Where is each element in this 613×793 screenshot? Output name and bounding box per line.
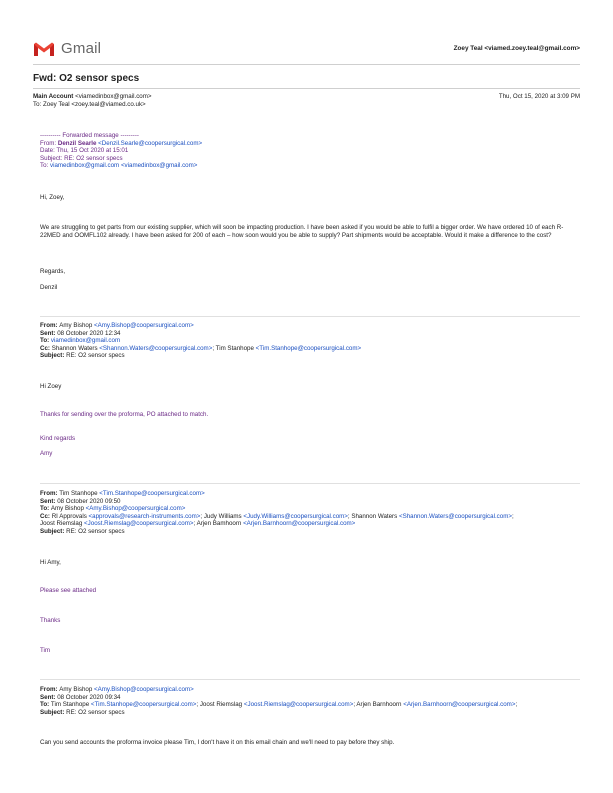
- quoted-line-3b: Thanks: [40, 617, 61, 624]
- message-recipient: To: Zoey Teal <zoey.teal@viamed.co.uk>: [33, 101, 146, 108]
- quote-divider: [40, 316, 580, 317]
- body-paragraph: We are struggling to get parts from our existing supplier, which will soon be impacting production. I have been asked if you would be able to fulfil a bigger order. We have ordered 10 of each R-22MED and OOMFL102 already. I have been asked for 200 of each – how soon would you be able to supply? Part shipments would be acceptable. Would it make a difference to the cost?: [40, 224, 564, 240]
- subject-divider: [33, 88, 580, 89]
- forwarded-to-email[interactable]: viamedinbox@gmail.com: [49, 162, 120, 170]
- forwarded-from-name: Denzil Searle: [57, 139, 97, 147]
- gmail-logo: [33, 40, 101, 57]
- quoted-greeting-2: Hi Zoey: [40, 383, 62, 390]
- forwarded-from: From: Denzil Searle <Denzil.Searle@coopersurgical.com>: [40, 139, 203, 147]
- forwarded-subject: Subject: RE: O2 sensor specs: [40, 154, 123, 162]
- greeting: Hi, Zoey,: [40, 194, 65, 201]
- forwarded-header: [40, 132, 202, 170]
- quoted-header-4: From: Amy Bishop <Amy.Bishop@coopersurgical.com> Sent: 08 October 2020 09:34 To: Tim Stanhope <Tim.Stanhope@coopersurgical.com>; Joost Riemslag <Joost.Riemslag@coopersurgical.com>; Arjen Barnhoorn <Arjen.Barnhoorn@coopersurgical.com>; Subject: RE: O2 sensor specs: [40, 686, 518, 716]
- message-date: Thu, Oct 15, 2020 at 3:09 PM: [498, 93, 580, 100]
- quoted-sign-3: Tim: [40, 647, 51, 654]
- quoted-line-2b: Kind regards: [40, 435, 76, 442]
- forwarded-divider: ---------- Forwarded message ---------: [40, 132, 139, 139]
- quoted-line-2a: Thanks for sending over the proforma, PO attached to match.: [40, 411, 209, 418]
- quoted-body-4: Can you send accounts the proforma invoice please Tim, I don't have it on this email chain and we'll need to pay before they ship.: [40, 739, 395, 746]
- thread-subject: Fwd: O2 sensor specs: [33, 73, 140, 84]
- quote-divider: [40, 483, 580, 484]
- quoted-line-3a: Please see attached: [40, 587, 97, 594]
- regards: Regards,: [40, 268, 66, 275]
- signature: Denzil: [40, 284, 58, 291]
- sender-email: <viamedinbox@gmail.com>: [75, 93, 152, 100]
- sender-name: Main Account: [33, 93, 74, 100]
- quote-divider: [40, 679, 580, 680]
- header-divider: [33, 64, 580, 65]
- account-label: Zoey Teal <viamed.zoey.teal@gmail.com>: [453, 45, 580, 52]
- forwarded-date: Date: Thu, 15 Oct 2020 at 15:01: [40, 147, 129, 155]
- forwarded-to: To: viamedinbox@gmail.com <viamedinbox@gmail.com>: [40, 162, 198, 170]
- forwarded-from-email[interactable]: <Denzil.Searle@coopersurgical.com>: [98, 139, 203, 147]
- quoted-sign-2: Amy: [40, 450, 53, 457]
- gmail-wordmark: Gmail: [61, 40, 102, 57]
- quoted-header-3: From: Tim Stanhope <Tim.Stanhope@coopersurgical.com> Sent: 08 October 2020 09:50 To: Amy Bishop <Amy.Bishop@coopersurgical.com> Cc: RI Approvals <approvals@research-instruments.com>; Judy Williams <Judy.Williams@coopersurgical.com>; Shannon Waters <Shannon.Waters@coopersurgical.com>; Joost Riemslag <Joost.Riemslag@coopersurgical.com>; Arjen Bamhoorn <Arjen.Barnhoorn@coopersurgical.com> Subject: RE: O2 sensor specs: [40, 490, 514, 535]
- quoted-header-2: From: Amy Bishop <Amy.Bishop@coopersurgical.com> Sent: 08 October 2020 12:34 To: viamedinbox@gmail.com Cc: Shannon Waters <Shannon.Waters@coopersurgical.com>; Tim Stanhope <Tim.Stanhope@coopersurgical.com> Subject: RE: O2 sensor specs: [40, 322, 362, 360]
- quoted-greeting-3: Hi Amy,: [40, 559, 61, 566]
- message-sender: [33, 93, 152, 101]
- gmail-m-icon: [33, 41, 55, 57]
